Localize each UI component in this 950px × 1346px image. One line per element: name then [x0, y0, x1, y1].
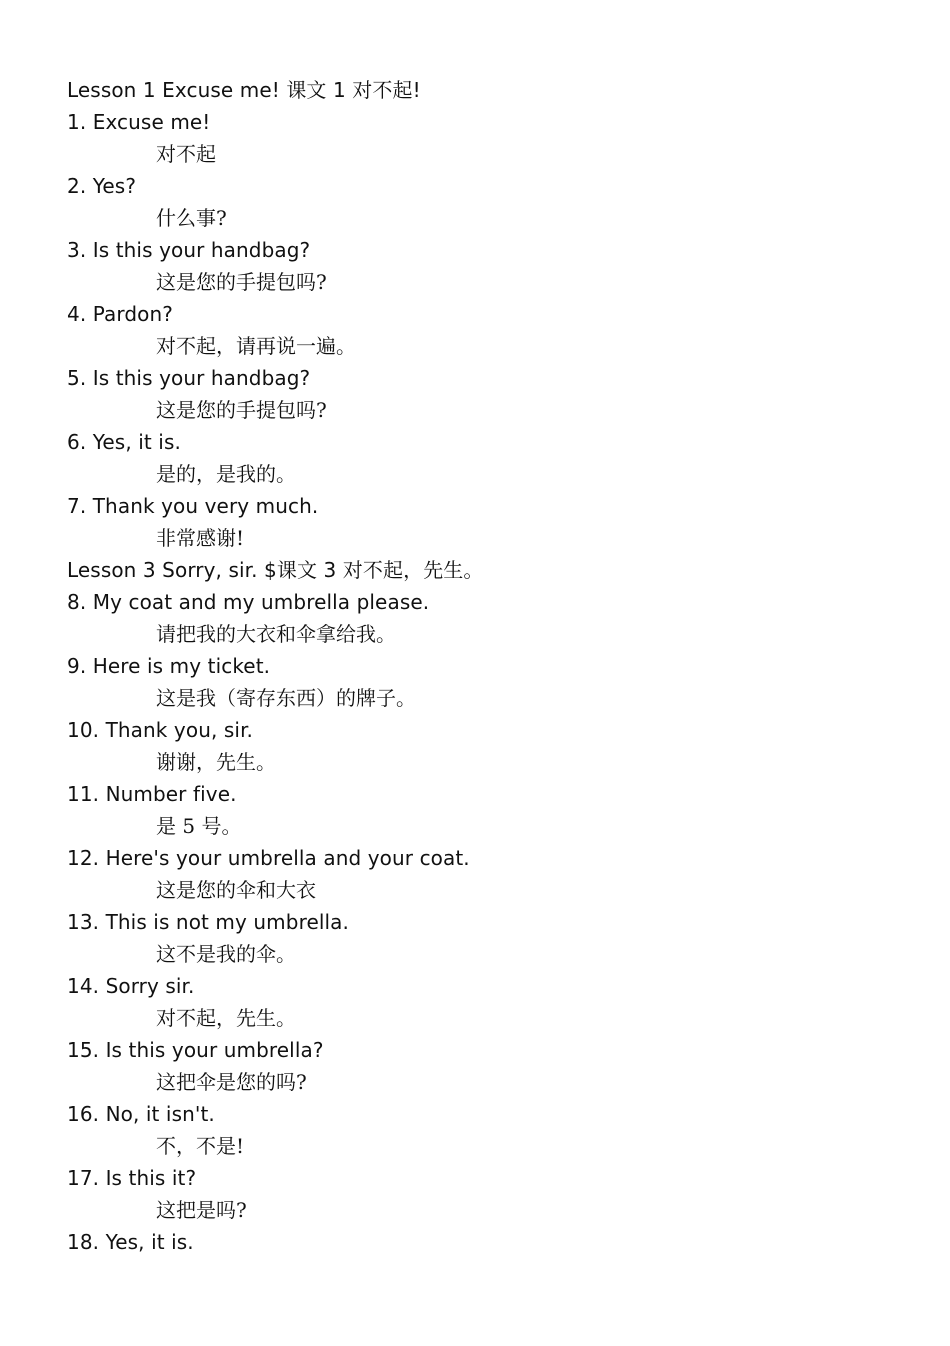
lesson-3-heading: Lesson 3 Sorry, sir. $课文 3 对不起，先生。	[67, 558, 484, 582]
chinese-translation-7: 非常感谢!	[156, 526, 245, 550]
english-sentence-8: 8. My coat and my umbrella please.	[67, 590, 430, 614]
english-sentence-1: 1. Excuse me!	[67, 110, 211, 134]
english-sentence-17: 17. Is this it?	[67, 1166, 197, 1190]
english-sentence-5: 5. Is this your handbag?	[67, 366, 311, 390]
chinese-translation-3: 这是您的手提包吗?	[156, 270, 327, 294]
english-sentence-12: 12. Here's your umbrella and your coat.	[67, 846, 470, 870]
chinese-translation-17: 这把是吗?	[156, 1198, 247, 1222]
english-sentence-2: 2. Yes?	[67, 174, 137, 198]
chinese-translation-15: 这把伞是您的吗?	[156, 1070, 307, 1094]
english-sentence-9: 9. Here is my ticket.	[67, 654, 271, 678]
english-sentence-18: 18. Yes, it is.	[67, 1230, 194, 1254]
english-sentence-10: 10. Thank you, sir.	[67, 718, 254, 742]
english-sentence-15: 15. Is this your umbrella?	[67, 1038, 324, 1062]
english-sentence-14: 14. Sorry sir.	[67, 974, 195, 998]
document-body	[67, 74, 927, 1258]
chinese-translation-12: 这是您的伞和大衣	[156, 878, 316, 902]
chinese-translation-16: 不，不是!	[156, 1134, 245, 1158]
chinese-translation-8: 请把我的大衣和伞拿给我。	[156, 622, 396, 646]
chinese-translation-4: 对不起，请再说一遍。	[156, 334, 356, 358]
chinese-translation-1: 对不起	[156, 142, 216, 166]
chinese-translation-2: 什么事?	[156, 206, 227, 230]
chinese-translation-9: 这是我（寄存东西）的牌子。	[156, 686, 416, 710]
chinese-translation-14: 对不起，先生。	[156, 1006, 296, 1030]
english-sentence-4: 4. Pardon?	[67, 302, 173, 326]
english-sentence-6: 6. Yes, it is.	[67, 430, 181, 454]
lesson-1-heading: Lesson 1 Excuse me! 课文 1 对不起!	[67, 78, 421, 102]
chinese-translation-6: 是的，是我的。	[156, 462, 296, 486]
chinese-translation-13: 这不是我的伞。	[156, 942, 296, 966]
english-sentence-13: 13. This is not my umbrella.	[67, 910, 349, 934]
english-sentence-7: 7. Thank you very much.	[67, 494, 319, 518]
english-sentence-11: 11. Number five.	[67, 782, 237, 806]
chinese-translation-11: 是 5 号。	[156, 814, 242, 838]
chinese-translation-5: 这是您的手提包吗?	[156, 398, 327, 422]
chinese-translation-10: 谢谢，先生。	[156, 750, 276, 774]
english-sentence-3: 3. Is this your handbag?	[67, 238, 311, 262]
english-sentence-16: 16. No, it isn't.	[67, 1102, 215, 1126]
